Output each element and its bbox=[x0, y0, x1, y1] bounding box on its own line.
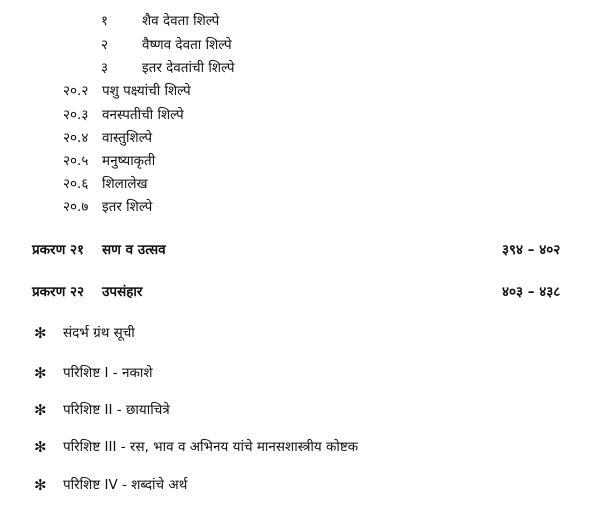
asterisk-bullet-icon: ✻ bbox=[34, 438, 47, 456]
section-number: २०.४ bbox=[63, 130, 89, 146]
sub-item-text: वैष्णव देवता शिल्पे bbox=[142, 37, 232, 53]
sub-item-text: इतर देवतांची शिल्पे bbox=[142, 60, 235, 76]
appendix-item: परिशिष्ट III - रस, भाव व अभिनय यांचे मानसशास्त्रीय कोष्टक bbox=[63, 439, 359, 455]
chapter-label: प्रकरण २२ bbox=[32, 284, 85, 300]
section-title: इतर शिल्पे bbox=[102, 199, 153, 215]
section-title: शिलालेख bbox=[102, 176, 148, 192]
sub-item-number: १ bbox=[101, 13, 109, 29]
section-title: पशु पक्ष्यांची शिल्पे bbox=[102, 83, 191, 99]
section-title: मनुष्याकृती bbox=[102, 153, 156, 169]
chapter-title: उपसंहार bbox=[102, 284, 143, 300]
appendix-item: परिशिष्ट IV - शब्दांचे अर्थ bbox=[63, 477, 188, 493]
asterisk-bullet-icon: ✻ bbox=[34, 364, 47, 382]
section-title: वास्तुशिल्पे bbox=[102, 130, 153, 146]
asterisk-bullet-icon: ✻ bbox=[34, 476, 47, 494]
chapter-title: सण व उत्सव bbox=[102, 242, 166, 258]
chapter-pages: ३९४ – ४०२ bbox=[502, 242, 561, 258]
section-number: २०.३ bbox=[63, 107, 89, 123]
section-number: २०.६ bbox=[63, 176, 89, 192]
section-number: २०.७ bbox=[63, 199, 89, 215]
section-number: २०.२ bbox=[63, 83, 89, 99]
section-number: २०.५ bbox=[63, 153, 89, 169]
appendix-item: परिशिष्ट II - छायाचित्रे bbox=[63, 402, 170, 418]
asterisk-bullet-icon: ✻ bbox=[34, 401, 47, 419]
appendix-item: परिशिष्ट I - नकाशे bbox=[63, 365, 153, 381]
appendix-item: संदर्भ ग्रंथ सूची bbox=[63, 325, 135, 341]
sub-item-number: ३ bbox=[101, 60, 109, 76]
sub-item-text: शैव देवता शिल्पे bbox=[142, 13, 220, 29]
chapter-pages: ४०३ – ४३८ bbox=[502, 284, 561, 300]
asterisk-bullet-icon: ✻ bbox=[34, 324, 47, 342]
sub-item-number: २ bbox=[101, 37, 109, 53]
chapter-label: प्रकरण २१ bbox=[32, 242, 85, 258]
section-title: वनस्पतीची शिल्पे bbox=[102, 107, 184, 123]
